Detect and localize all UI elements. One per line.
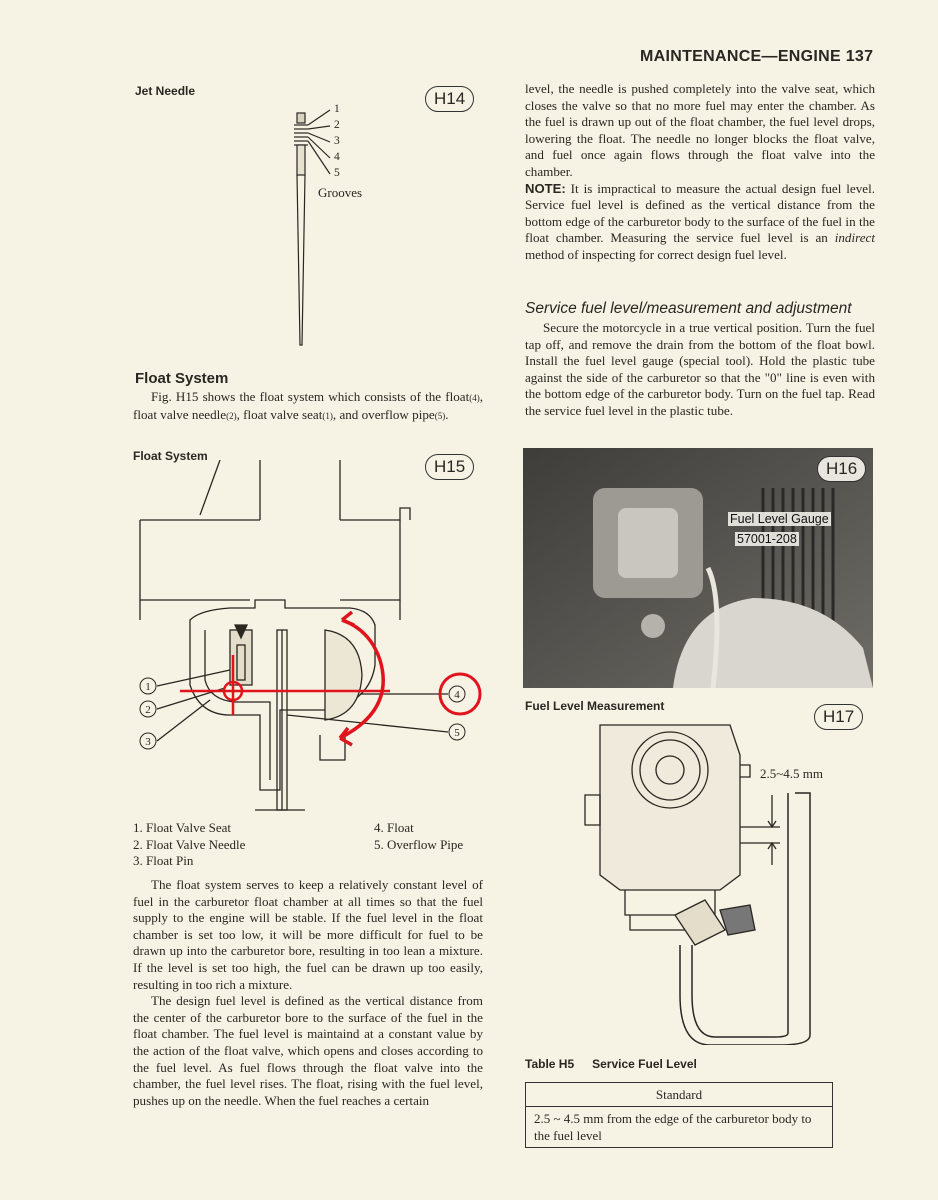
legend-item: 1. Float Valve Seat	[133, 820, 231, 835]
float-system-body	[133, 877, 483, 1109]
fuel-level-gauge-label: Fuel Level Gauge	[730, 512, 829, 526]
table-label: Table H5 Service Fuel Level	[525, 1057, 697, 1071]
grooves-label: Grooves	[318, 185, 363, 200]
page-header: MAINTENANCE—ENGINE 137	[640, 48, 874, 65]
figure-badge-h16: H16	[817, 456, 866, 482]
service-fuel-level-table	[525, 1082, 833, 1148]
paragraph: level, the needle is pushed completely into the valve seat, which closes the valve so that no more fuel may enter the chamber. As the fuel is drawn up out of the float chamber, the fuel level drops, lowering the float. The needle no longer blocks the float valve, and fuel once again flows through the float valve into the chamber.	[525, 81, 875, 179]
legend-left	[133, 820, 245, 870]
float-system-title: Float System	[135, 370, 229, 387]
groove-number-3: 3	[334, 135, 340, 147]
callout-3: 3	[145, 736, 151, 748]
float-system-caption: Float System	[133, 449, 208, 463]
float-system-diagram	[130, 460, 490, 820]
float-system-intro: Fig. H15 shows the float system which consists of the float(4), float valve needle(2), float valve seat(1), and overflow pipe(5).	[133, 389, 483, 422]
legend-right	[374, 820, 463, 853]
paragraph: The design fuel level is defined as the vertical distance from the center of the carburetor bore to the surface of the fuel in the float chamber. The fuel level is maintaind at a constant value by the action of the float valve, which opens and closes according to the fuel level. As fuel flows through the float valve into the chamber, the fuel level rises. The float, rising with the fuel level, pushes up on the needle. When the fuel reaches a certain	[133, 993, 483, 1108]
groove-number-4: 4	[334, 151, 340, 163]
continuation-text	[525, 81, 875, 264]
callout-5: 5	[454, 727, 460, 739]
callout-4: 4	[454, 689, 460, 701]
table-cell: 2.5 ~ 4.5 mm from the edge of the carburetor body to the fuel level	[526, 1107, 833, 1148]
fuel-level-measurement-diagram	[580, 715, 840, 1045]
table-header: Standard	[526, 1083, 833, 1107]
service-fuel-level-text: Secure the motorcycle in a true vertical position. Turn the fuel tap off, and remove the drain from the bottom of the float bowl. Install the fuel level gauge (special tool). Hold the plastic tube against the side of the carburetor so that the "0" line is even with the bottom edge of the carburetor body. Turn on the fuel tap. Read the service fuel level in the plastic tube.	[525, 320, 875, 418]
legend-item: 2. Float Valve Needle	[133, 836, 246, 852]
gauge-part-number: 57001-208	[737, 532, 797, 546]
groove-number-1: 1	[334, 103, 340, 115]
measurement-value: 2.5~4.5 mm	[760, 766, 824, 781]
legend-item: 4. Float	[374, 820, 414, 835]
figure-badge-h14: H14	[425, 86, 474, 112]
note-paragraph: NOTE: It is impractical to measure the actual design fuel level. Service fuel level is defined as the vertical distance from the bottom edge of the carburetor body to the surface of the fuel in the float chamber. Measuring the service fuel level is an indirect method of inspecting for correct design fuel level.	[525, 180, 875, 262]
callout-1: 1	[145, 681, 151, 693]
photo-illustration	[523, 448, 873, 688]
paragraph: The float system serves to keep a relatively constant level of fuel in the carburetor float chamber at all times so that the fuel supply to the engine will be stable. If the fuel level in the float chamber is set too low, it will be more difficult for fuel to be drawn up into the carburetor bore, resulting in too lean a mixture. If the level is set too high, the fuel can be drawn up too easily, resulting in too rich a mixture.	[133, 877, 483, 992]
groove-number-5: 5	[334, 167, 340, 179]
fuel-level-measurement-caption: Fuel Level Measurement	[525, 699, 665, 713]
legend-item: 3. Float Pin	[133, 853, 194, 868]
jet-needle-caption: Jet Needle	[135, 84, 196, 98]
legend-item: 5. Overflow Pipe	[374, 836, 464, 852]
figure-badge-h15: H15	[425, 454, 474, 480]
callout-2: 2	[145, 704, 151, 716]
figure-badge-h17: H17	[814, 704, 863, 730]
jet-needle-diagram	[280, 95, 400, 355]
groove-number-2: 2	[334, 119, 340, 131]
service-fuel-level-title: Service fuel level/measurement and adjustment	[525, 300, 852, 317]
fuel-level-gauge-photo	[523, 448, 873, 688]
